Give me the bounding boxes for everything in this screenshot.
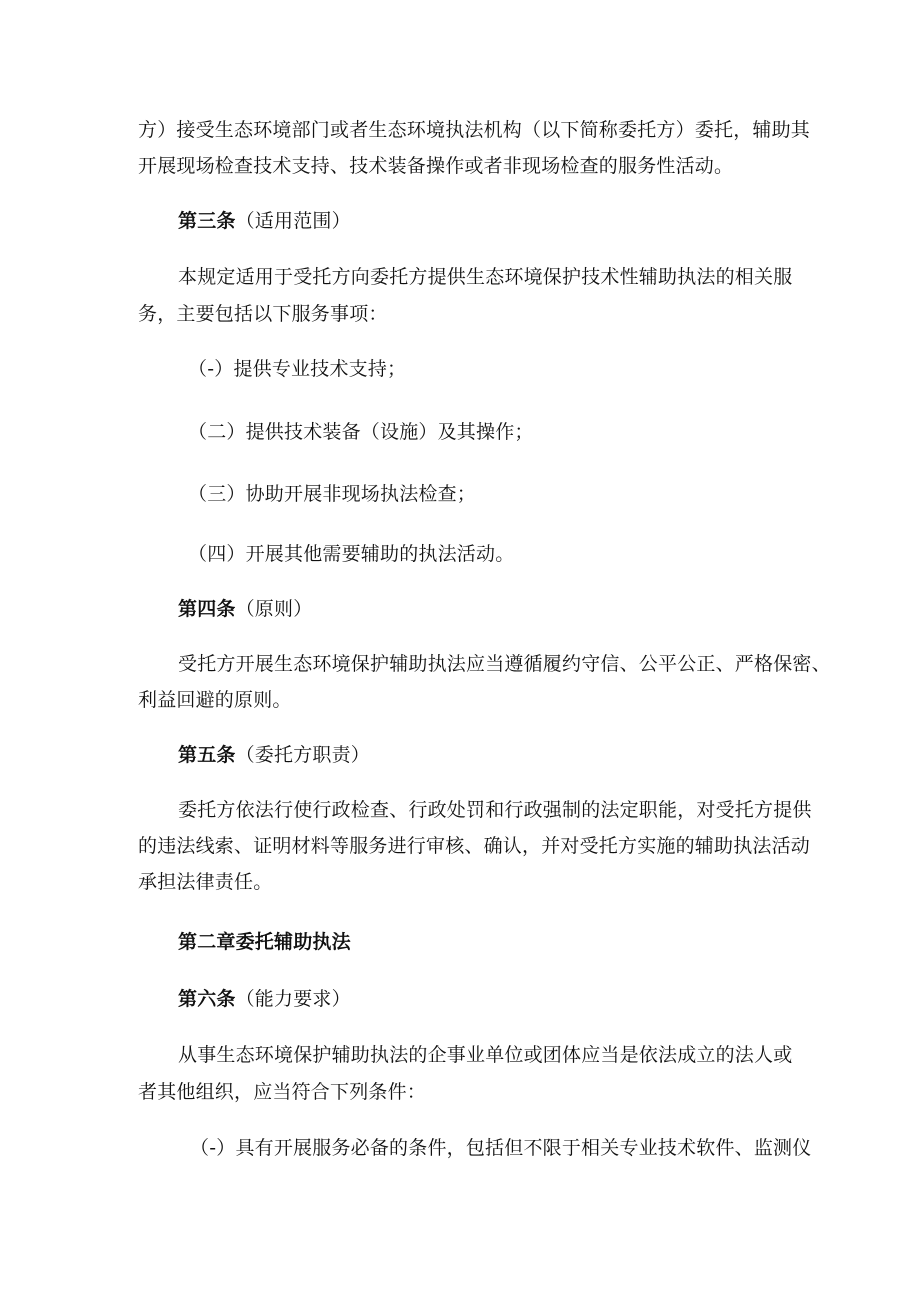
list-item: （三）协助开展非现场执法检查； xyxy=(188,483,477,505)
paragraph-line: 委托方依法行使行政检查、行政处罚和行政强制的法定职能，对受托方提供 xyxy=(178,799,812,821)
paragraph-line: 方）接受生态环境部门或者生态环境执法机构（以下简称委托方）委托，辅助其 xyxy=(138,119,811,141)
paragraph-line: 者其他组织，应当符合下列条件： xyxy=(138,1081,427,1103)
article-6-note: （能力要求） xyxy=(235,988,351,1010)
article-4-heading xyxy=(178,597,312,621)
paragraph-line: 从事生态环境保护辅助执法的企事业单位或团体应当是依法成立的法人或 xyxy=(178,1044,793,1066)
article-3-title: 第三条 xyxy=(178,210,236,232)
list-item: （-）具有开展服务必备的条件，包括但不限于相关专业技术软件、监测仪 xyxy=(190,1137,812,1159)
list-item: （二）提供技术装备（设施）及其操作； xyxy=(188,421,534,443)
article-4-note: （原则） xyxy=(235,598,313,620)
paragraph-line: 的违法线索、证明材料等服务进行审核、确认，并对受托方实施的辅助执法活动 xyxy=(138,835,811,857)
paragraph-line: 承担法律责任。 xyxy=(138,871,273,893)
paragraph-line: 开展现场检查技术支持、技术装备操作或者非现场检查的服务性活动。 xyxy=(138,155,734,177)
list-item: （-）提供专业技术支持； xyxy=(188,358,407,380)
article-3-note: （适用范围） xyxy=(235,210,351,232)
article-5-title: 第五条 xyxy=(178,744,236,766)
paragraph-line: 利益回避的原则。 xyxy=(138,689,292,711)
article-6-heading xyxy=(178,987,351,1011)
article-4-title: 第四条 xyxy=(178,598,236,620)
article-3-heading xyxy=(178,209,351,233)
chapter-2-heading: 第二章委托辅助执法 xyxy=(178,931,351,953)
paragraph-line: 本规定适用于受托方向委托方提供生态环境保护技术性辅助执法的相关服 xyxy=(178,266,793,288)
paragraph-line: 务，主要包括以下服务事项： xyxy=(138,303,388,325)
article-5-note: （委托方职责） xyxy=(235,744,371,766)
list-item: （四）开展其他需要辅助的执法活动。 xyxy=(188,543,515,565)
paragraph-line: 受托方开展生态环境保护辅助执法应当遵循履约守信、公平公正、严格保密、 xyxy=(178,653,831,675)
article-5-heading xyxy=(178,743,370,767)
article-6-title: 第六条 xyxy=(178,988,236,1010)
